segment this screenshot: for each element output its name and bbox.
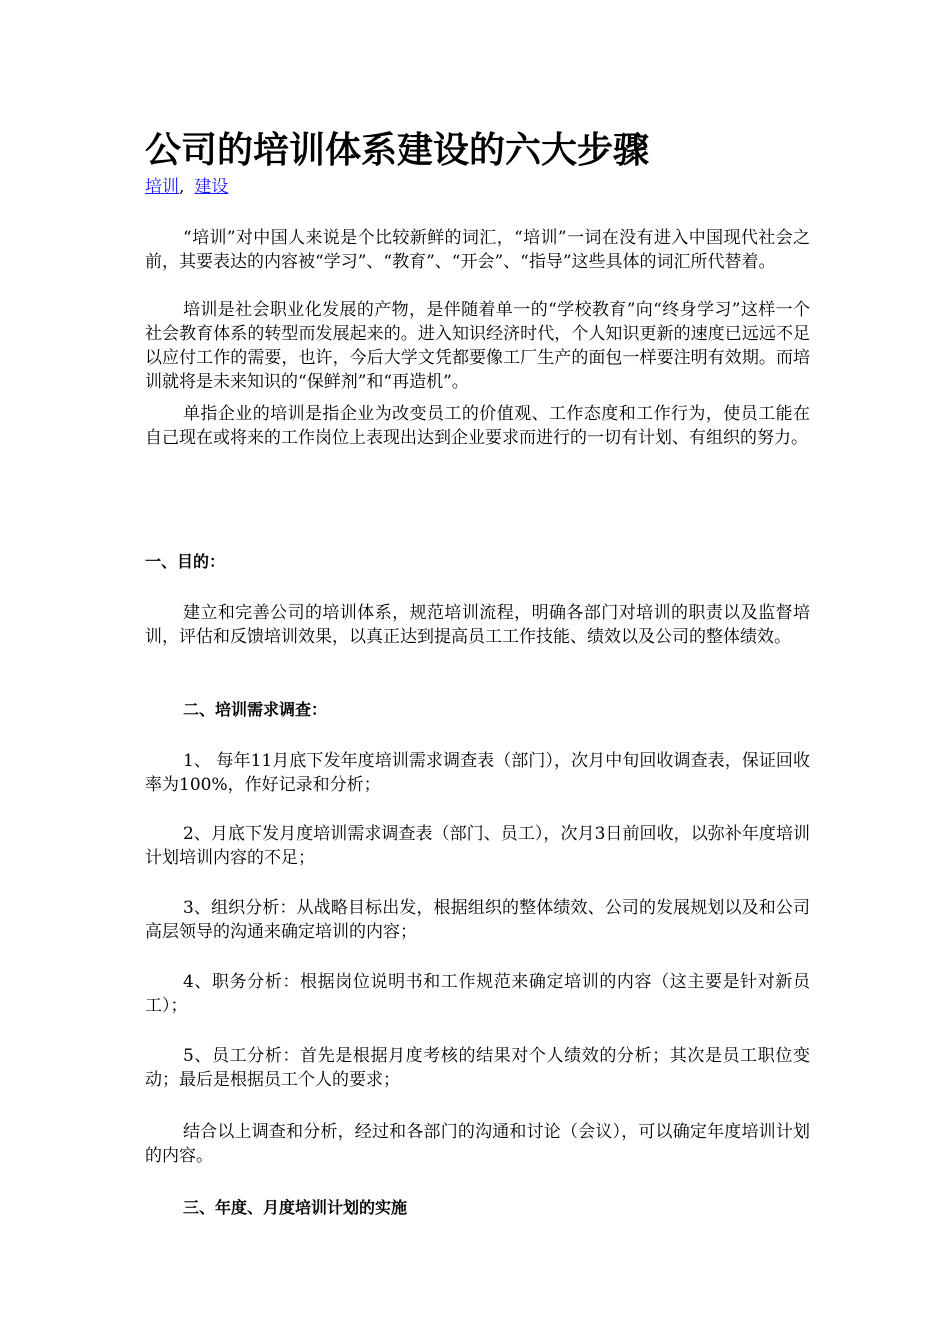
intro-paragraph-1: “培训”对中国人来说是个比较新鲜的词汇，“培训”一词在没有进入中国现代社会之前，其要表达的内容被“学习”、“教育”、“开会”、“指导”这些具体的词汇所代替着。 xyxy=(145,228,810,272)
needs-survey-item-5: 5、员工分析：首先是根据月度考核的结果对个人绩效的分析；其次是员工职位变动；最后是根据员工个人的要求； xyxy=(145,1046,810,1090)
needs-survey-item-1: 1、 每年11月底下发年度培训需求调查表（部门），次月中旬回收调查表，保证回收率为100%，作好记录和分析； xyxy=(145,751,810,795)
needs-survey-item-4: 4、职务分析：根据岗位说明书和工作规范来确定培训的内容（这主要是针对新员工）； xyxy=(145,972,810,1016)
intro-paragraph-3: 单指企业的培训是指企业为改变员工的价值观、工作态度和工作行为，使员工能在自己现在或将来的工作岗位上表现出达到企业要求而进行的一切有计划、有组织的努力。 xyxy=(145,404,810,448)
needs-survey-conclusion: 结合以上调查和分析，经过和各部门的沟通和讨论（会议），可以确定年度培训计划的内容。 xyxy=(145,1122,810,1166)
section-heading-needs-survey: 二、培训需求调查： xyxy=(183,700,328,719)
tag-link-training[interactable]: 培训 xyxy=(145,177,179,197)
tag-separator: , xyxy=(179,177,185,197)
tag-link-construction[interactable]: 建设 xyxy=(194,177,229,197)
section-purpose-body: 建立和完善公司的培训体系，规范培训流程，明确各部门对培训的职责以及监督培训，评估和反馈培训效果，以真正达到提高员工工作技能、绩效以及公司的整体绩效。 xyxy=(145,603,810,647)
intro-paragraph-2: 培训是社会职业化发展的产物，是伴随着单一的“学校教育”向“终身学习”这样一个社会教育体系的转型而发展起来的。进入知识经济时代，个人知识更新的速度已远远不足以应付工作的需要，也许，今后大学文凭都要像工厂生产的面包一样要注明有效期。而培训就将是未来知识的“保鲜剂”和“再造机”。 xyxy=(145,300,810,392)
section-heading-plan-implementation: 三、年度、月度培训计划的实施 xyxy=(183,1198,408,1217)
section-heading-purpose: 一、目的： xyxy=(145,552,226,571)
document-title: 公司的培训体系建设的六大步骤 xyxy=(145,129,650,171)
tag-list xyxy=(145,175,228,199)
needs-survey-item-3: 3、组织分析：从战略目标出发，根据组织的整体绩效、公司的发展规划以及和公司高层领导的沟通来确定培训的内容； xyxy=(145,898,810,942)
needs-survey-item-2: 2、月底下发月度培训需求调查表（部门、员工），次月3日前回收，以弥补年度培训计划培训内容的不足； xyxy=(145,824,810,868)
